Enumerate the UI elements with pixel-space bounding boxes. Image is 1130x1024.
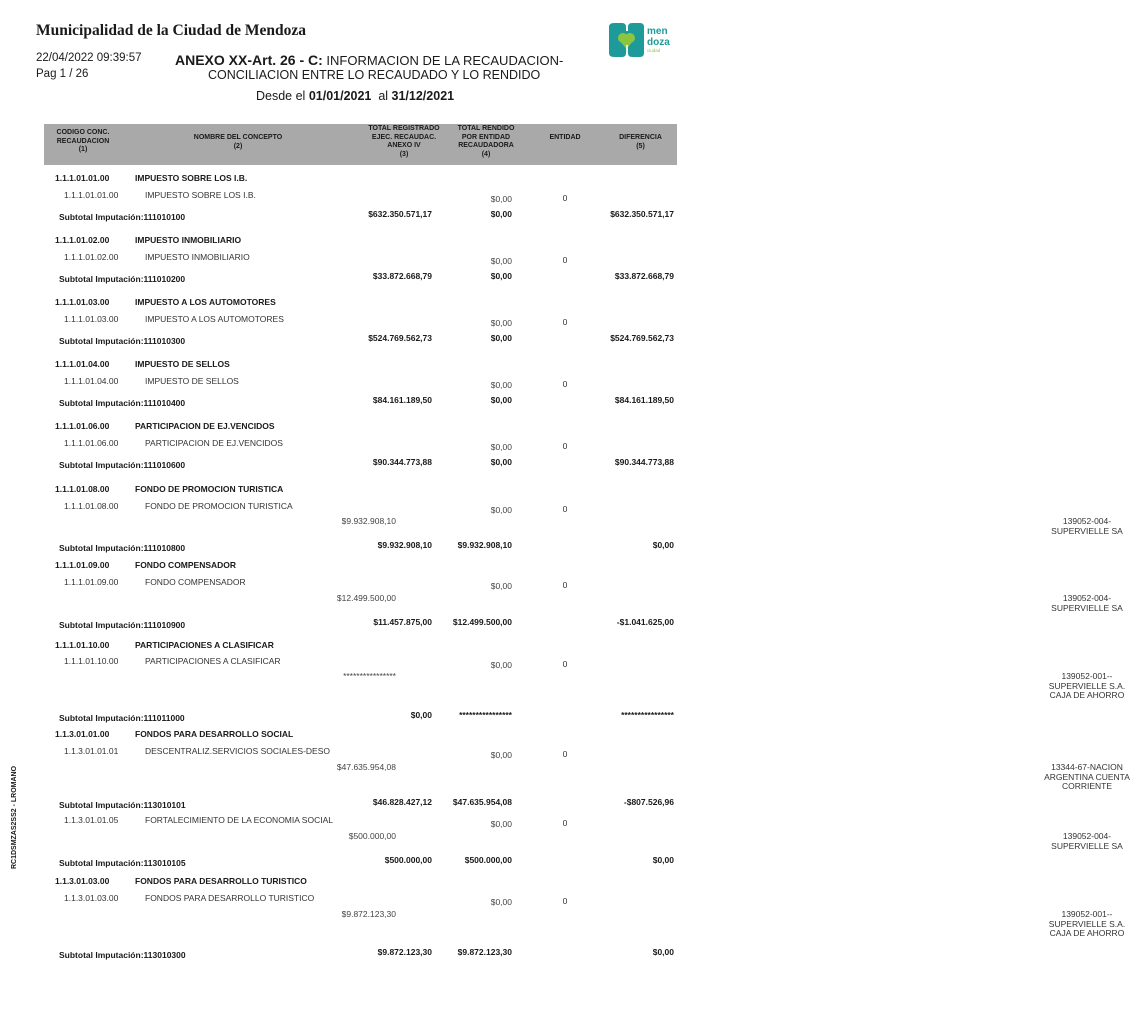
subtotal-label: Subtotal Imputación:111010400	[59, 398, 186, 408]
diferencia: $524.769.562,73	[610, 333, 674, 343]
total-rendido: $9.932.908,10	[457, 540, 512, 550]
total-registrado: $84.161.189,50	[372, 395, 432, 405]
svg-text:ciudad: ciudad	[647, 48, 661, 53]
concept-group-row	[0, 640, 724, 654]
report-title-annex: ANEXO XX-Art. 26 - C:	[175, 52, 323, 68]
concept-code: 1.1.1.01.06.00	[64, 438, 119, 448]
date-range-mid: al	[371, 89, 392, 103]
column-header-nombre: NOMBRE DEL CONCEPTO (2)	[193, 134, 283, 150]
organization-name: Municipalidad de la Ciudad de Mendoza	[36, 22, 307, 39]
concept-code: 1.1.1.01.09.00	[64, 577, 119, 587]
entidad: 0	[562, 896, 568, 906]
total-rendido: $0,00	[490, 395, 512, 405]
total-rendido: $0,00	[490, 660, 512, 670]
concept-name: IMPUESTO DE SELLOS	[135, 359, 230, 369]
entidad: 0	[562, 379, 568, 389]
entidad: 0	[562, 441, 568, 451]
entity-row	[341, 909, 1126, 938]
entidad: 0	[562, 818, 568, 828]
entidad: 139052-004-SUPERVIELLE SA	[1051, 516, 1123, 536]
entidad: 0	[562, 580, 568, 590]
concept-group-row	[0, 359, 724, 373]
concept-name: FONDO DE PROMOCION TURISTICA	[135, 484, 284, 494]
total-rendido: $0,00	[490, 256, 512, 266]
entity-row	[336, 593, 1123, 613]
diferencia: -$807.526,96	[623, 797, 674, 807]
concept-detail-row	[0, 656, 724, 670]
diferencia: -$1.041.625,00	[616, 617, 674, 627]
total-registrado: $632.350.571,17	[368, 209, 432, 219]
diferencia: $0,00	[652, 947, 674, 957]
total-registrado: $11.457.875,00	[373, 617, 432, 627]
entidad: 139052-004-SUPERVIELLE SA	[1051, 831, 1123, 851]
entity-row	[343, 671, 1126, 700]
total-rendido: $12.499.500,00	[336, 593, 396, 603]
subtotal-row	[0, 540, 724, 554]
total-rendido: $0,00	[490, 505, 512, 515]
concept-name: IMPUESTO DE SELLOS	[145, 376, 239, 386]
column-header-total-rendido: TOTAL RENDIDO POR ENTIDAD RECAUDADORA (4)	[457, 125, 515, 158]
column-header-entidad: ENTIDAD	[549, 134, 581, 141]
concept-name: PARTICIPACION DE EJ.VENCIDOS	[135, 421, 275, 431]
total-registrado: $0,00	[410, 710, 432, 720]
total-registrado: $9.932.908,10	[377, 540, 432, 550]
total-rendido: $0,00	[490, 380, 512, 390]
entity-row	[348, 831, 1123, 851]
total-registrado: $524.769.562,73	[368, 333, 432, 343]
concept-group-row	[0, 560, 724, 574]
concept-code: 1.1.1.01.02.00	[64, 252, 119, 262]
subtotal-row	[0, 271, 724, 285]
column-header-codigo: CODIGO CONC. RECAUDACION (1)	[56, 129, 110, 153]
total-rendido: $0,00	[490, 209, 512, 219]
total-rendido: $47.635.954,08	[452, 797, 512, 807]
concept-name: PARTICIPACION DE EJ.VENCIDOS	[145, 438, 283, 448]
total-rendido: $0,00	[490, 194, 512, 204]
concept-code: 1.1.3.01.01.05	[64, 815, 119, 825]
total-rendido: $500.000,00	[464, 855, 512, 865]
date-from: 01/01/2021	[308, 89, 372, 103]
total-rendido: $9.932.908,10	[341, 516, 396, 526]
concept-code: 1.1.1.01.01.00	[55, 173, 110, 183]
concept-code: 1.1.1.01.04.00	[55, 359, 110, 369]
date-range	[256, 89, 454, 103]
concept-name: FONDOS PARA DESARROLLO TURISTICO	[145, 893, 315, 903]
subtotal-row	[0, 333, 724, 347]
concept-code: 1.1.1.01.09.00	[55, 560, 110, 570]
concept-detail-row	[0, 501, 724, 515]
total-rendido: $500.000,00	[348, 831, 396, 841]
total-registrado: $46.828.427,12	[372, 797, 432, 807]
entidad: 139052-004-SUPERVIELLE SA	[1051, 593, 1123, 613]
concept-detail-row	[0, 893, 724, 907]
svg-text:doza: doza	[647, 37, 670, 48]
concept-group-row	[0, 876, 724, 890]
concept-group-row	[0, 729, 724, 743]
svg-text:men: men	[647, 26, 668, 37]
total-rendido: $0,00	[490, 271, 512, 281]
concept-name: IMPUESTO INMOBILIARIO	[135, 235, 242, 245]
concept-group-row	[0, 421, 724, 435]
diferencia: ****************	[621, 710, 674, 720]
subtotal-label: Subtotal Imputación:113010105	[59, 858, 186, 868]
subtotal-row	[0, 947, 724, 961]
subtotal-row	[0, 797, 724, 811]
page-indicator: Pag 1 / 26	[36, 68, 89, 80]
subtotal-label: Subtotal Imputación:113010101	[59, 800, 186, 810]
concept-code: 1.1.3.01.01.00	[55, 729, 110, 739]
mendoza-logo	[607, 21, 682, 59]
subtotal-label: Subtotal Imputación:111010800	[59, 543, 186, 553]
diferencia: $33.872.668,79	[614, 271, 674, 281]
concept-detail-row	[0, 577, 724, 591]
concept-name: FONDO COMPENSADOR	[145, 577, 246, 587]
concept-detail-row	[0, 314, 724, 328]
entidad: 0	[562, 749, 568, 759]
total-rendido: $0,00	[490, 457, 512, 467]
mendoza-logo-icon	[607, 21, 682, 59]
subtotal-label: Subtotal Imputación:111010600	[59, 460, 186, 470]
subtotal-label: Subtotal Imputación:111010300	[59, 336, 186, 346]
total-registrado: $500.000,00	[384, 855, 432, 865]
concept-code: 1.1.3.01.03.00	[55, 876, 110, 886]
column-header-total-registrado: TOTAL REGISTRADO EJEC. RECAUDAC. ANEXO IV (3)	[368, 125, 440, 158]
total-registrado: $9.872.123,30	[377, 947, 432, 957]
entidad: 0	[562, 504, 568, 514]
concept-code: 1.1.1.01.08.00	[55, 484, 110, 494]
concept-code: 1.1.1.01.01.00	[64, 190, 119, 200]
concept-name: PARTICIPACIONES A CLASIFICAR	[145, 656, 281, 666]
date-to: 31/12/2021	[391, 89, 455, 103]
concept-detail-row	[0, 438, 724, 452]
column-header-diferencia: DIFERENCIA (5)	[619, 134, 662, 150]
concept-code: 1.1.1.01.10.00	[55, 640, 110, 650]
total-rendido: ****************	[459, 710, 512, 720]
diferencia: $0,00	[652, 540, 674, 550]
total-rendido: ****************	[343, 671, 396, 681]
report-datetime: 22/04/2022 09:39:57	[36, 52, 142, 64]
subtotal-label: Subtotal Imputación:111010900	[59, 620, 186, 630]
concept-name: PARTICIPACIONES A CLASIFICAR	[135, 640, 274, 650]
concept-detail-row	[0, 376, 724, 390]
entidad: 13344-67-NACION ARGENTINA CUENTA CORRIENTE	[1044, 762, 1130, 791]
total-registrado: $90.344.773,88	[372, 457, 432, 467]
concept-name: FONDOS PARA DESARROLLO TURISTICO	[135, 876, 307, 886]
subtotal-label: Subtotal Imputación:111010200	[59, 274, 186, 284]
total-rendido: $0,00	[490, 318, 512, 328]
concept-name: FONDO DE PROMOCION TURISTICA	[145, 501, 293, 511]
concept-code: 1.1.1.01.03.00	[55, 297, 110, 307]
diferencia: $632.350.571,17	[610, 209, 674, 219]
subtotal-row	[0, 209, 724, 223]
subtotal-label: Subtotal Imputación:113010300	[59, 950, 186, 960]
concept-code: 1.1.3.01.01.01	[64, 746, 119, 756]
concept-code: 1.1.1.01.02.00	[55, 235, 110, 245]
concept-name: FONDO COMPENSADOR	[135, 560, 237, 570]
subtotal-row	[0, 710, 724, 724]
concept-name: FORTALECIMIENTO DE LA ECONOMIA SOCIAL	[145, 815, 333, 825]
total-rendido: $12.499.500,00	[452, 617, 512, 627]
entity-row	[336, 762, 1130, 791]
concept-name: IMPUESTO SOBRE LOS I.B.	[145, 190, 256, 200]
total-rendido: $0,00	[490, 897, 512, 907]
report-title-text: INFORMACION DE LA RECAUDACION-	[322, 53, 564, 68]
concept-group-row	[0, 173, 724, 187]
diferencia: $90.344.773,88	[614, 457, 674, 467]
side-user-label-text: RC1DSMZAS2SS2 - LROMANO	[11, 765, 19, 870]
concept-detail-row	[0, 815, 724, 829]
concept-detail-row	[0, 746, 724, 760]
subtotal-label: Subtotal Imputación:111011000	[59, 713, 185, 723]
diferencia: $0,00	[652, 855, 674, 865]
total-rendido: $0,00	[490, 750, 512, 760]
subtotal-label: Subtotal Imputación:111010100	[59, 212, 186, 222]
concept-name: DESCENTRALIZ.SERVICIOS SOCIALES-DESO	[145, 746, 330, 756]
concept-detail-row	[0, 190, 724, 204]
total-rendido: $0,00	[490, 442, 512, 452]
report-title	[175, 52, 563, 68]
subtotal-row	[0, 617, 724, 631]
concept-code: 1.1.1.01.03.00	[64, 314, 119, 324]
concept-code: 1.1.1.01.04.00	[64, 376, 119, 386]
concept-group-row	[0, 484, 724, 498]
total-rendido: $0,00	[490, 819, 512, 829]
entity-row	[341, 516, 1123, 536]
date-range-prefix: Desde el	[256, 89, 309, 103]
entidad: 0	[562, 659, 568, 669]
subtotal-row	[0, 855, 724, 869]
concept-code: 1.1.3.01.03.00	[64, 893, 119, 903]
entidad: 0	[562, 317, 568, 327]
diferencia: $84.161.189,50	[614, 395, 674, 405]
entidad: 0	[562, 255, 568, 265]
total-rendido: $47.635.954,08	[336, 762, 396, 772]
report-subtitle: CONCILIACION ENTRE LO RECAUDADO Y LO RENDIDO	[208, 68, 541, 82]
concept-group-row	[0, 235, 724, 249]
total-rendido: $9.872.123,30	[341, 909, 396, 919]
table-header	[44, 124, 677, 165]
concept-name: IMPUESTO A LOS AUTOMOTORES	[135, 297, 276, 307]
total-rendido: $9.872.123,30	[457, 947, 512, 957]
concept-detail-row	[0, 252, 724, 266]
concept-name: IMPUESTO INMOBILIARIO	[145, 252, 250, 262]
entidad: 139052-001--SUPERVIELLE S.A. CAJA DE AHORRO	[1048, 671, 1126, 700]
concept-code: 1.1.1.01.10.00	[64, 656, 119, 666]
entidad: 0	[562, 193, 568, 203]
total-rendido: $0,00	[490, 333, 512, 343]
concept-code: 1.1.1.01.06.00	[55, 421, 110, 431]
concept-code: 1.1.1.01.08.00	[64, 501, 119, 511]
subtotal-row	[0, 457, 724, 471]
concept-name: FONDOS PARA DESARROLLO SOCIAL	[135, 729, 294, 739]
concept-name: IMPUESTO SOBRE LOS I.B.	[135, 173, 248, 183]
subtotal-row	[0, 395, 724, 409]
entidad: 139052-001--SUPERVIELLE S.A. CAJA DE AHORRO	[1048, 909, 1126, 938]
concept-group-row	[0, 297, 724, 311]
concept-name: IMPUESTO A LOS AUTOMOTORES	[145, 314, 284, 324]
total-registrado: $33.872.668,79	[372, 271, 432, 281]
total-rendido: $0,00	[490, 581, 512, 591]
